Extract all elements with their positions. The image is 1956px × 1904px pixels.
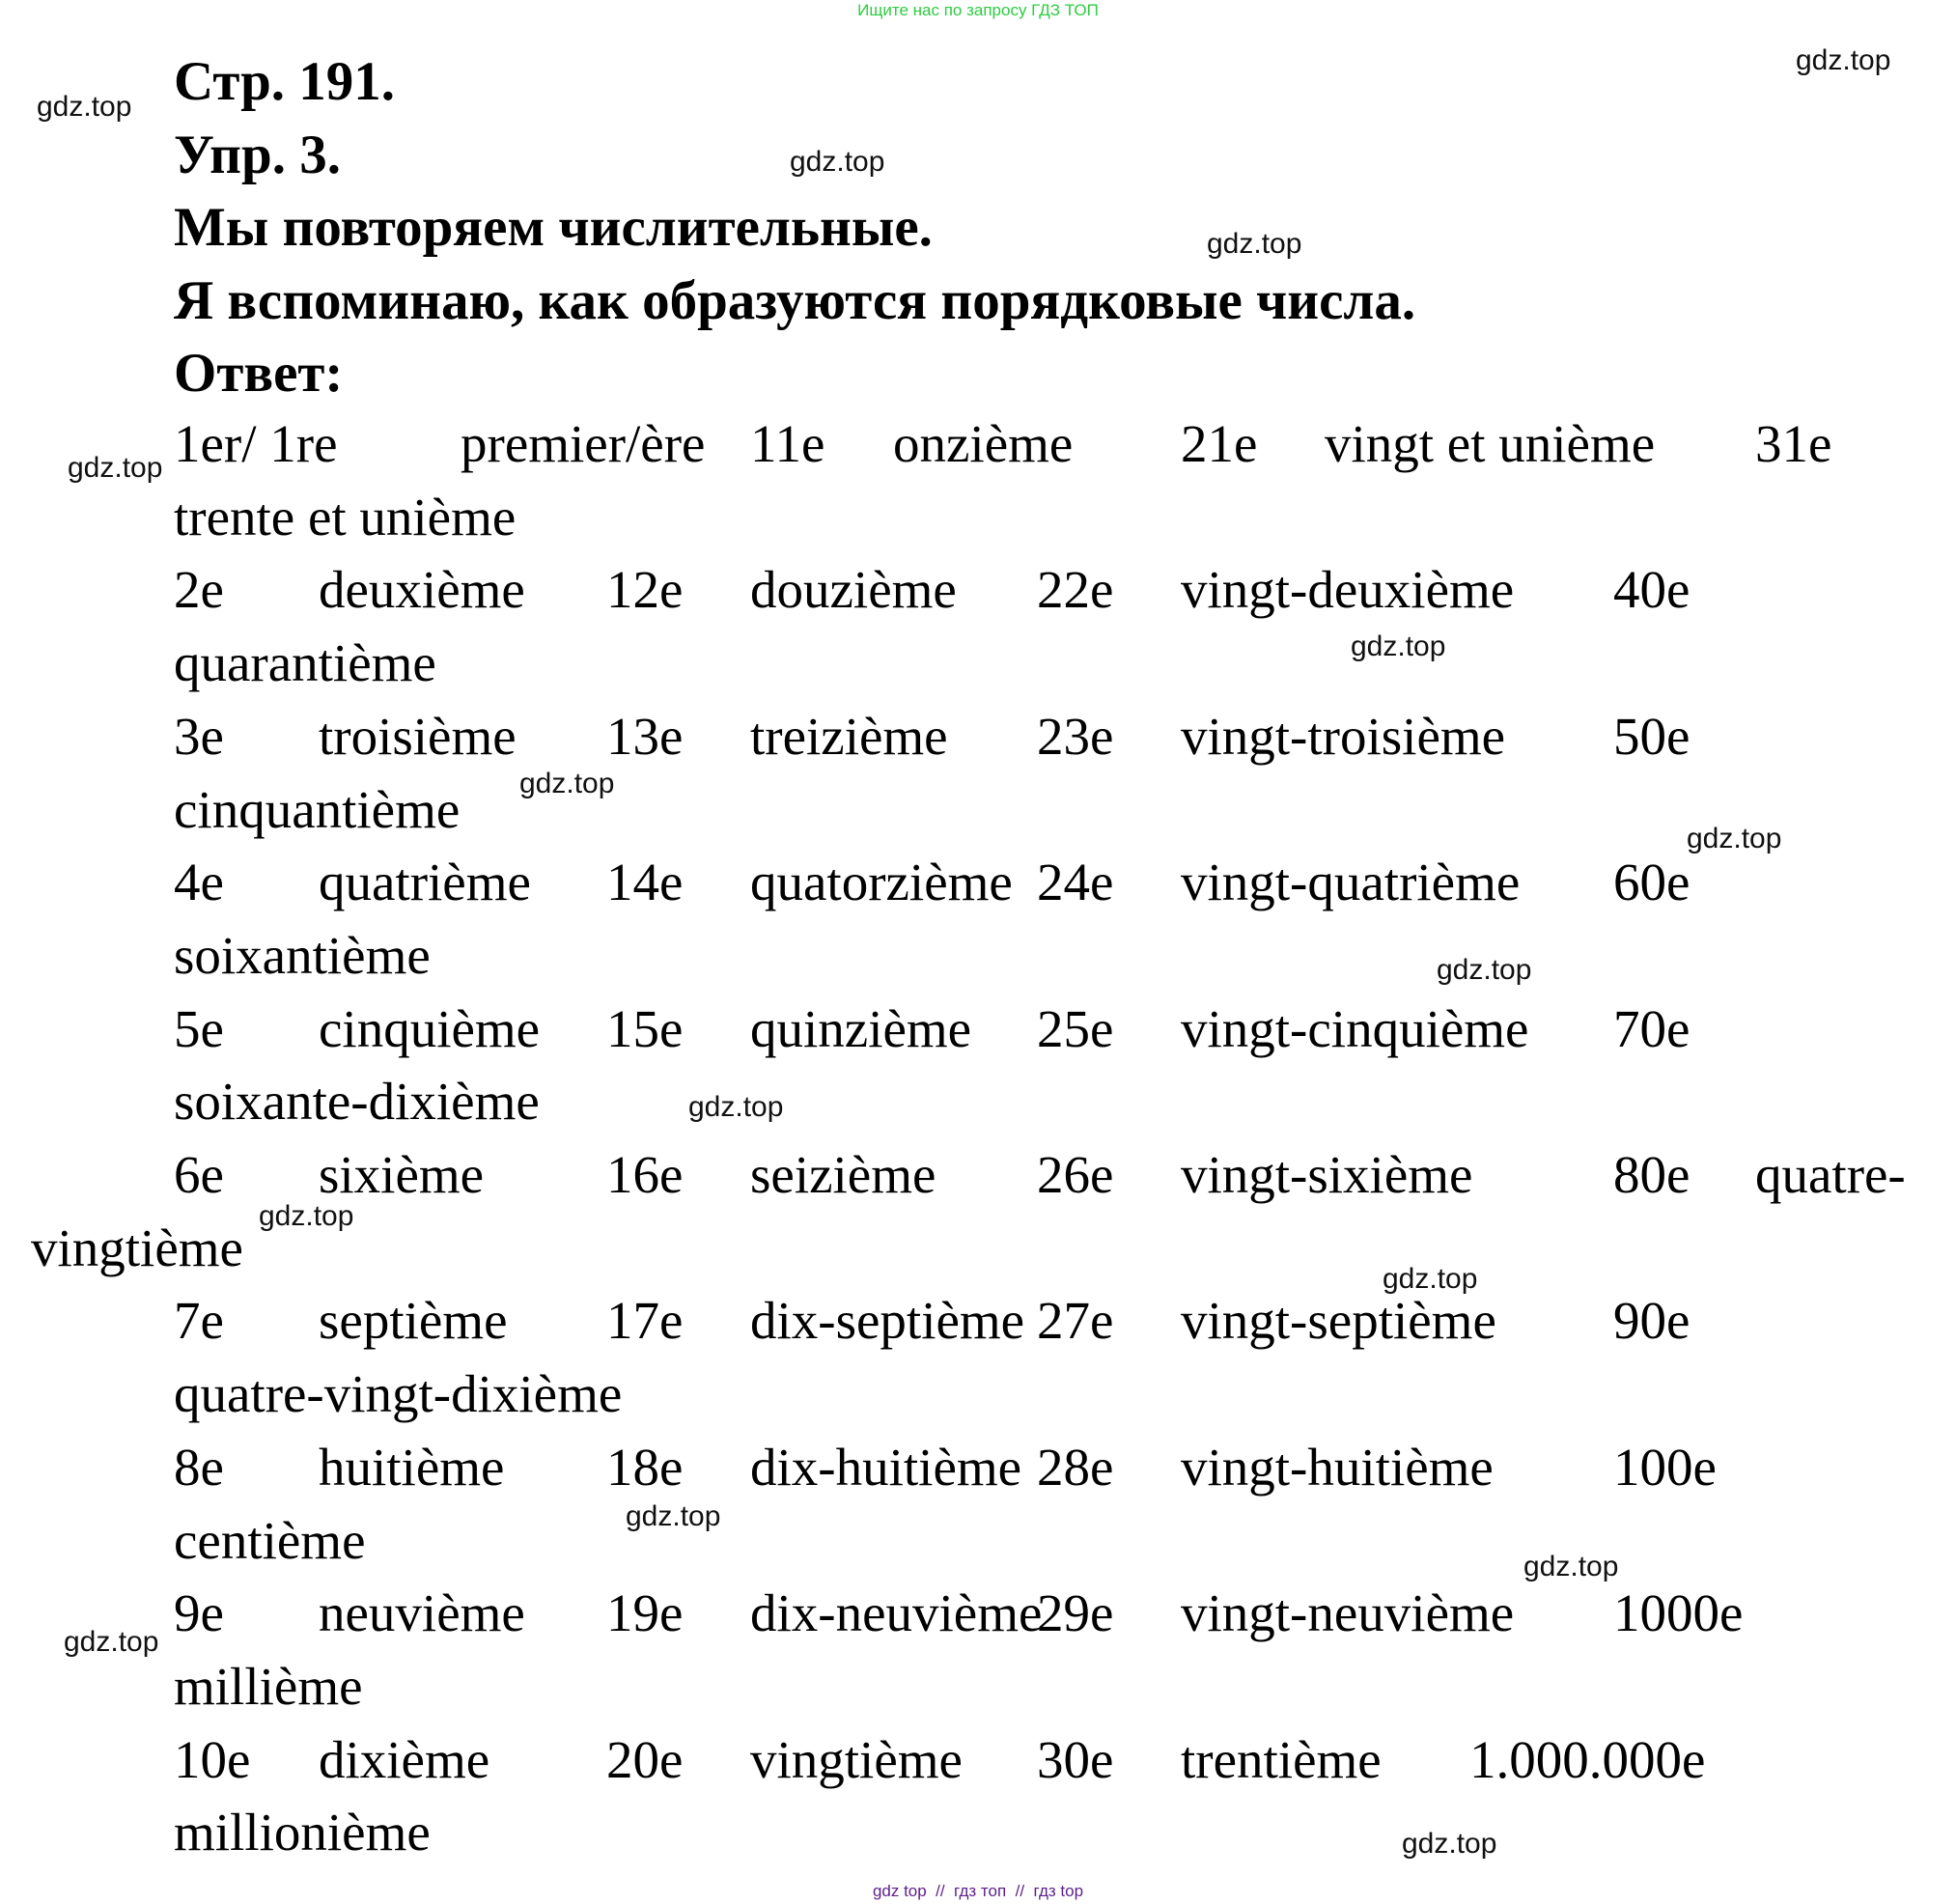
ordinal-word: douzième [750,560,957,620]
ordinal-word-continued: quarantième [174,633,436,693]
ordinal-word: vingt-deuxième [1181,560,1515,620]
ordinal-abbr: 26e [1037,1145,1114,1204]
task-title: Мы повторяем числительные. [174,197,933,258]
ordinal-abbr: 22e [1037,560,1114,620]
watermark: gdz.top [1207,228,1302,260]
ordinal-word: septième [319,1291,508,1351]
ordinal-abbr: 30e [1037,1729,1114,1789]
ordinal-abbr: 70e [1613,998,1691,1058]
ordinal-abbr: 18e [606,1437,684,1497]
ordinal-abbr: 2e [174,560,224,620]
ordinal-abbr: 10e [174,1729,251,1789]
ordinal-abbr: 11e [750,414,825,473]
ordinal-abbr: 13e [606,706,684,766]
ordinal-word: dix-neuvième [750,1583,1043,1643]
exercise-number: Упр. 3. [174,125,341,185]
watermark: gdz.top [688,1091,784,1123]
ordinal-abbr: 100e [1613,1437,1717,1497]
ordinal-abbr: 60e [1613,853,1691,912]
ordinal-word: vingt-neuvième [1181,1583,1515,1643]
ordinal-abbr: 80e [1613,1145,1691,1204]
ordinal-word: cinquième [319,998,541,1058]
ordinal-word-continued: vingtième [31,1218,243,1277]
ordinal-abbr: 24e [1037,853,1114,912]
ordinal-abbr: 14e [606,853,684,912]
footer-banner: gdz top // гдз топ // гдз top [872,1882,1084,1900]
watermark: gdz.top [1351,630,1446,662]
ordinal-word: seizième [750,1145,936,1204]
ordinal-abbr: 1er/ 1re [174,414,338,473]
watermark: gdz.top [790,146,885,178]
ordinal-word: neuvième [319,1583,525,1643]
ordinal-word: premier/ère [461,414,706,473]
ordinal-abbr: 16e [606,1145,684,1204]
watermark: gdz.top [626,1500,721,1532]
watermark: gdz.top [1383,1263,1478,1295]
ordinal-word: vingt-troisième [1181,706,1506,766]
ordinal-abbr: 90e [1613,1291,1691,1351]
page-number: Стр. 191. [174,51,396,112]
ordinal-word: vingt-septième [1181,1291,1496,1351]
ordinal-abbr: 31e [1755,414,1832,473]
ordinal-word: vingt-sixième [1181,1145,1473,1204]
watermark: gdz.top [37,91,132,123]
watermark: gdz.top [1437,954,1532,986]
ordinal-word: trentième [1181,1729,1382,1789]
ordinal-word: vingt-cinquième [1181,998,1529,1058]
watermark: gdz.top [64,1626,159,1658]
watermark: gdz.top [68,452,163,484]
ordinal-abbr: 21e [1181,414,1258,473]
ordinal-abbr: 27e [1037,1291,1114,1351]
ordinal-word-continued: soixantième [174,925,431,985]
ordinal-abbr: 4e [174,853,224,912]
ordinal-word: vingtième [750,1729,963,1789]
ordinal-word: quinzième [750,998,972,1058]
ordinal-word: sixième [319,1145,485,1204]
watermark: gdz.top [1402,1828,1497,1860]
ordinal-word: onzième [893,414,1074,473]
ordinal-word: dixième [319,1729,490,1789]
ordinal-abbr: 9e [174,1583,224,1643]
ordinal-abbr: 1000e [1613,1583,1744,1643]
ordinal-word: quatrième [319,853,531,912]
ordinal-abbr: 40e [1613,560,1691,620]
ordinal-word-continued: millionième [174,1803,431,1862]
ordinal-word: vingt-quatrième [1181,853,1521,912]
watermark: gdz.top [259,1200,354,1232]
ordinal-abbr: 23e [1037,706,1114,766]
ordinal-word: treizième [750,706,948,766]
top-banner: Ищите нас по запросу ГДЗ ТОП [857,1,1099,19]
ordinal-abbr: 15e [606,998,684,1058]
watermark: gdz.top [1796,44,1891,76]
ordinal-word: deuxième [319,560,525,620]
ordinal-word: quatre- [1755,1145,1906,1204]
ordinal-word: dix-septième [750,1291,1025,1351]
ordinal-word: dix-huitième [750,1437,1022,1497]
ordinal-abbr: 6e [174,1145,224,1204]
ordinal-word: huitième [319,1437,505,1497]
ordinal-word-continued: cinquantième [174,779,461,839]
ordinal-word-continued: millième [174,1656,363,1716]
ordinal-abbr: 28e [1037,1437,1114,1497]
watermark: gdz.top [1523,1551,1619,1582]
ordinal-abbr: 8e [174,1437,224,1497]
ordinal-abbr: 12e [606,560,684,620]
ordinal-word: vingt et unième [1325,414,1656,473]
ordinal-word-continued: quatre-vingt-dixième [174,1364,623,1424]
ordinal-abbr: 1.000.000e [1469,1729,1706,1789]
task-subtitle: Я вспоминаю, как образуются порядковые числа. [174,270,1416,331]
ordinal-abbr: 29e [1037,1583,1114,1643]
watermark: gdz.top [519,768,615,799]
ordinal-word: vingt-huitième [1181,1437,1494,1497]
ordinal-abbr: 17e [606,1291,684,1351]
answer-label: Ответ: [174,343,344,404]
ordinal-abbr: 3e [174,706,224,766]
ordinal-abbr: 19e [606,1583,684,1643]
ordinal-abbr: 50e [1613,706,1691,766]
ordinal-word: troisième [319,706,517,766]
ordinal-abbr: 7e [174,1291,224,1351]
watermark: gdz.top [1687,823,1782,854]
ordinal-abbr: 25e [1037,998,1114,1058]
ordinal-abbr: 5e [174,998,224,1058]
ordinal-word-continued: centième [174,1510,366,1570]
ordinal-word: quatorzième [750,853,1013,912]
ordinal-word-continued: soixante-dixième [174,1072,540,1132]
ordinal-word-continued: trente et unième [174,487,517,546]
ordinal-abbr: 20e [606,1729,684,1789]
